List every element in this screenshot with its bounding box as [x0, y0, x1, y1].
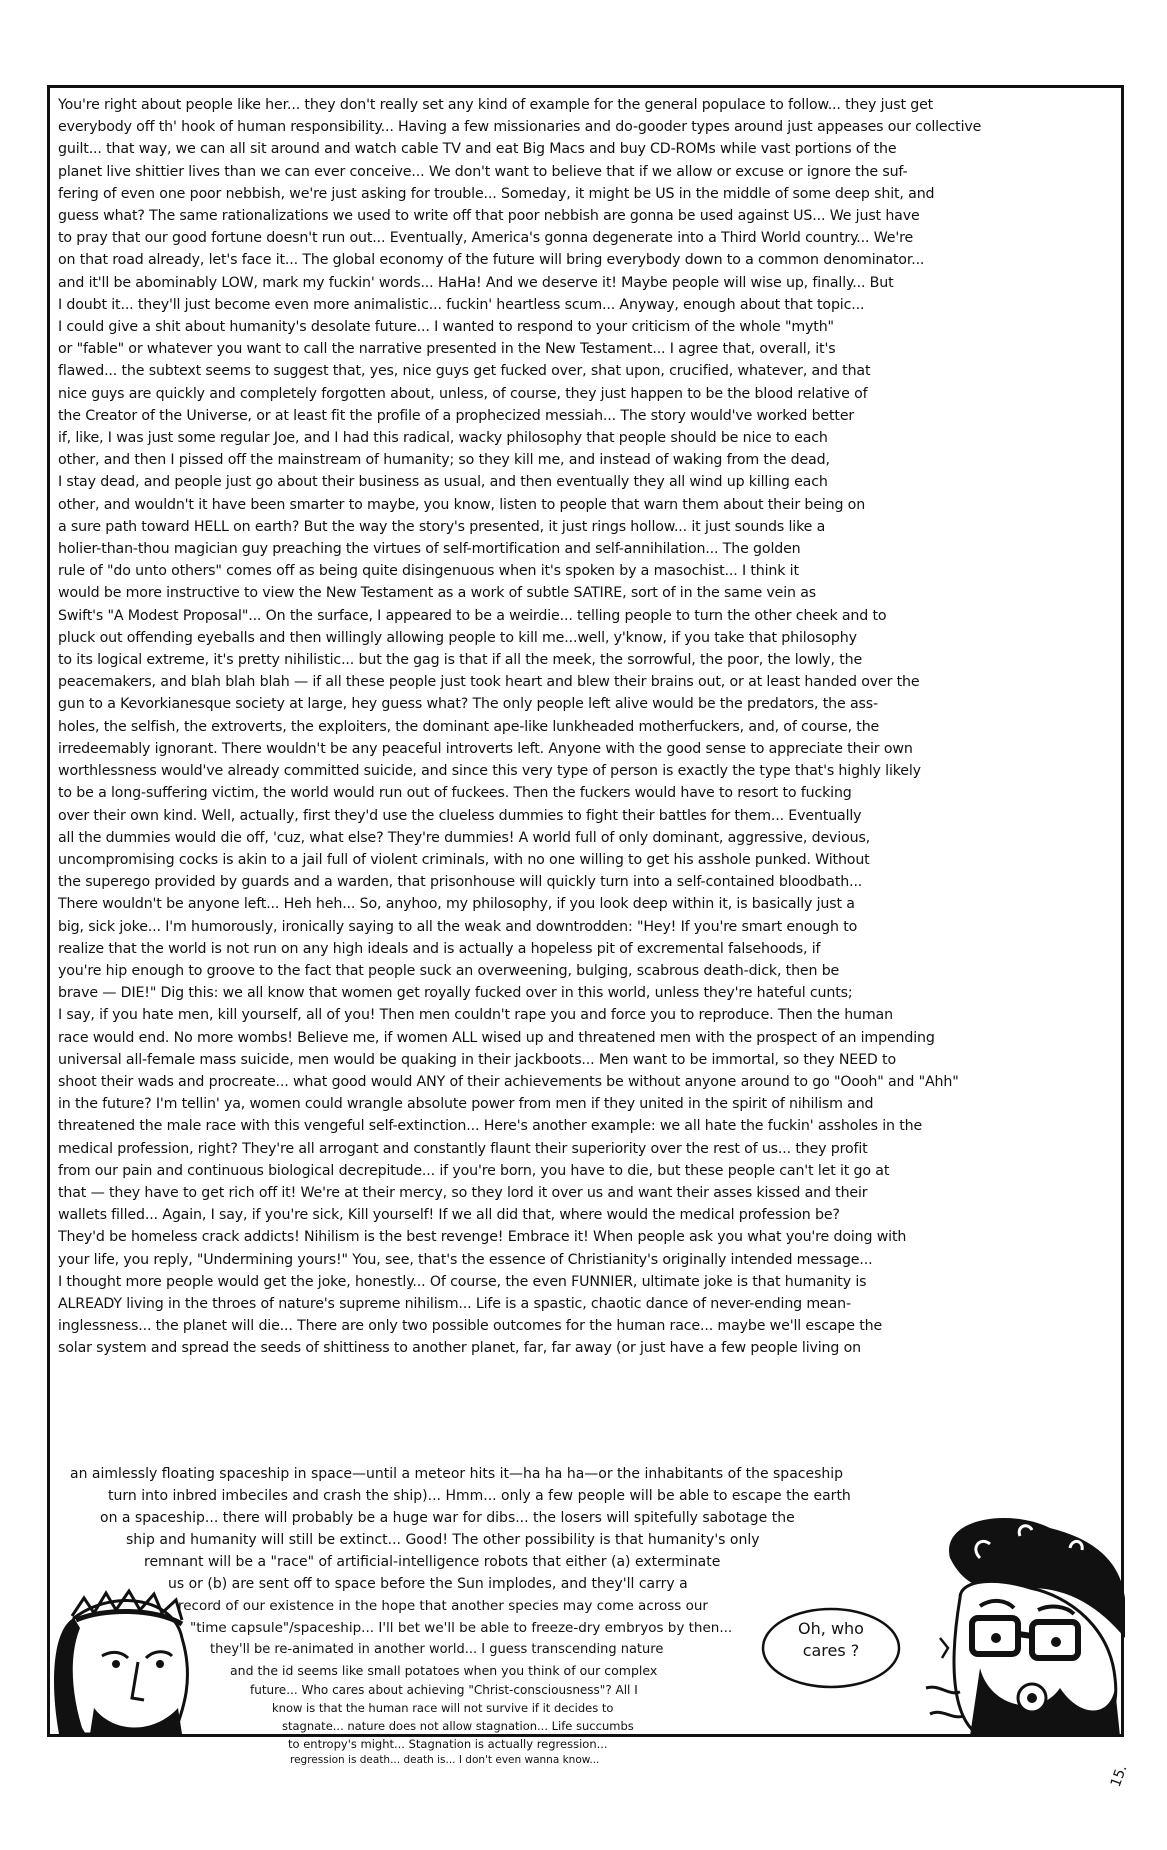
caption-line: uncompromising cocks is akin to a jail full of violent criminals, with no one willing to get his asshole punked. Without	[58, 851, 870, 868]
caption-line: brave — DIE!" Dig this: we all know that women get royally fucked over in this world, unless they're hateful cunts;	[58, 985, 853, 1002]
caption-line: holier-than-thou magician guy preaching the virtues of self-mortification and self-annihilation... The golden	[58, 541, 801, 558]
caption-line: I doubt it... they'll just become even more animalistic... fuckin' heartless scum... Anyway, enough about that topic...	[58, 296, 865, 313]
bearded-man-drawing	[920, 1518, 1125, 1736]
caption-line: guess what? The same rationalizations we used to write off that poor nebbish are gonna be used against US... We just have	[58, 208, 920, 225]
caption-line: medical profession, right? They're all arrogant and constantly flaunt their superiority over the rest of us... they profit	[58, 1140, 868, 1157]
caption-line: peacemakers, and blah blah blah — if all these people just took heart and blew their brains out, or at least handed over the	[58, 674, 920, 691]
page-number: 15.	[1107, 1762, 1131, 1790]
caption-line: other, and then I pissed off the mainstream of humanity; so they kill me, and instead of waking from the dead,	[58, 452, 830, 469]
caption-line: or "fable" or whatever you want to call the narrative presented in the New Testament... I agree that, overall, it's	[58, 341, 836, 358]
caption-line: fering of even one poor nebbish, we're just asking for trouble... Someday, it might be US in the middle of some deep shit, and	[58, 185, 935, 202]
caption-line: other, and wouldn't it have been smarter to maybe, you know, listen to people that warn them about their being on	[58, 496, 866, 513]
caption-line: on that road already, let's face it... The global economy of the future will bring everybody down to a common denominator...	[58, 252, 925, 269]
caption-line: I thought more people would get the joke, honestly... Of course, the even FUNNIER, ultimate joke is that humanity is	[58, 1273, 867, 1290]
caption-line: planet live shittier lives than we can ever conceive... We don't want to believe that if we allow or excuse or ignore the suf-	[58, 163, 908, 180]
caption-line: the Creator of the Universe, or at least fit the profile of a prophecized messiah... The story would've worked better	[58, 407, 855, 424]
caption-line: irredeemably ignorant. There wouldn't be any peaceful introverts left. Anyone with the good sense to appreciate their own	[58, 740, 913, 757]
caption-line: I say, if you hate men, kill yourself, all of you! Then men couldn't rape you and force you to reproduce. Then the human	[58, 1007, 893, 1024]
caption-line: threatened the male race with this vengeful self-extinction... Here's another example: we all hate the fuckin' assholes in the	[58, 1118, 923, 1135]
caption-line: pluck out offending eyeballs and then willingly allowing people to kill me...well, y'know, if you take that philosophy	[58, 629, 857, 646]
caption-line: gun to a Kevorkianesque society at large, hey guess what? The only people left alive would be the predators, the ass-	[58, 696, 878, 713]
caption-line: worthlessness would've already committed suicide, and since this very type of person is exactly the type that's highly likely	[58, 763, 921, 780]
caption-line: I stay dead, and people just go about their business as usual, and then eventually they all wind up killing each	[58, 474, 828, 491]
caption-line: to its logical extreme, it's pretty nihilistic... but the gag is that if all the meek, the sorrowful, the poor, the lowly, the	[58, 652, 863, 669]
caption-line: would be more instructive to view the New Testament as a work of subtle SATIRE, sort of in the same vein as	[58, 585, 816, 602]
caption-line: to pray that our good fortune doesn't run out... Eventually, America's gonna degenerate into a Third World country... We're	[58, 230, 914, 247]
balloon-line: "time capsule"/spaceship... I'll bet we'll be able to freeze-dry embryos by then...	[190, 1620, 733, 1636]
caption-line: and it'll be abominably LOW, mark my fuckin' words... HaHa! And we deserve it! Maybe people will wise up, finally... But	[58, 274, 894, 291]
jesus-face-drawing	[54, 1558, 204, 1734]
caption-line: your life, you reply, "Undermining yours!" You, see, that's the essence of Christianity's originally intended message...	[58, 1251, 873, 1268]
balloon-line: know is that the human race will not survive if it decides to	[272, 1701, 614, 1715]
caption-line: universal all-female mass suicide, men would be quaking in their jackboots... Men want to be immortal, so they NEED to	[58, 1051, 897, 1068]
caption-line: holes, the selfish, the extroverts, the exploiters, the dominant ape-like lunkheaded motherfuckers, and, of course, the	[58, 718, 880, 735]
balloon-line: on a spaceship... there will probably be a huge war for dibs... the losers will spitefully sabotage the	[100, 1510, 795, 1526]
caption-line: a sure path toward HELL on earth? But the way the story's presented, it just rings hollow... it just sounds like a	[58, 518, 826, 535]
caption-line: You're right about people like her... they don't really set any kind of example for the general populace to follow... they just get	[58, 97, 934, 113]
balloon-line: they'll be re-animated in another world... I guess transcending nature	[210, 1642, 664, 1657]
caption-line: rule of "do unto others" comes off as being quite disingenuous when it's spoken by a masochist... I think it	[58, 563, 799, 580]
balloon-line: remnant will be a "race" of artificial-intelligence robots that either (a) exterminate	[144, 1554, 721, 1570]
caption-line: in the future? I'm tellin' ya, women could wrangle absolute power from men if they united in the spirit of nihilism and	[58, 1096, 874, 1113]
balloon-line: record of our existence in the hope that another species may come across our	[178, 1598, 708, 1614]
caption-line: you're hip enough to groove to the fact that people suck an overweening, bulging, scabrous death-dick, then be	[58, 962, 840, 979]
caption-line: Swift's "A Modest Proposal"... On the surface, I appeared to be a weirdie... telling people to turn the other cheek and to	[58, 607, 887, 624]
balloon-line: an aimlessly floating spaceship in space—until a meteor hits it—ha ha ha—or the inhabitants of the spaceship	[70, 1466, 844, 1482]
caption-line: nice guys are quickly and completely forgotten about, unless, of course, they just happen to be the blood relative of	[58, 385, 868, 402]
balloon-line: us or (b) are sent off to space before the Sun implodes, and they'll carry a	[168, 1576, 688, 1592]
caption-line: shoot their wads and procreate... what good would ANY of their achievements be without anyone around to go "Oooh" and "Ahh"	[58, 1073, 959, 1090]
caption-line: everybody off th' hook of human responsibility... Having a few missionaries and do-gooder types around just appeases our collective	[58, 119, 982, 136]
caption-line: solar system and spread the seeds of shittiness to another planet, far, far away (or just have a few people living on	[58, 1340, 861, 1357]
caption-line: that — they have to get rich off it! We're at their mercy, so they lord it over us and want their asses kissed and their	[58, 1184, 868, 1201]
balloon-line: turn into inbred imbeciles and crash the ship)... Hmm... only a few people will be able to escape the earth	[108, 1488, 851, 1504]
caption-line: inglessness... the planet will die... There are only two possible outcomes for the human race... maybe we'll escape the	[58, 1318, 883, 1335]
comic-panel	[47, 85, 1124, 1766]
caption-text	[58, 94, 1115, 1360]
caption-line: guilt... that way, we can all sit around and watch cable TV and eat Big Macs and buy CD-ROMs while vast portions of the	[58, 141, 897, 158]
balloon-line: future... Who cares about achieving "Christ-consciousness"? All I	[250, 1683, 638, 1697]
speech-bubble-line-1: Oh, who	[798, 1619, 864, 1638]
caption-line: from our pain and continuous biological decrepitude... if you're born, you have to die, but these people can't let it go at	[58, 1162, 890, 1179]
caption-line: I could give a shit about humanity's desolate future... I wanted to respond to your criticism of the whole "myth"	[58, 319, 834, 336]
balloon-line: stagnate... nature does not allow stagnation... Life succumbs	[282, 1719, 634, 1733]
caption-line: to be a long-suffering victim, the world would run out of fuckees. Then the fuckers would have to resort to fucking	[58, 785, 852, 802]
speech-bubble-line-2: cares ?	[802, 1641, 860, 1660]
caption-line: all the dummies would die off, 'cuz, what else? They're dummies! A world full of only dominant, aggressive, devious,	[58, 829, 871, 846]
caption-line: if, like, I was just some regular Joe, and I had this radical, wacky philosophy that people should be nice to each	[58, 430, 828, 447]
caption-line: There wouldn't be anyone left... Heh heh... So, anyhoo, my philosophy, if you look deep within it, is basically just a	[58, 896, 855, 913]
caption-line: over their own kind. Well, actually, first they'd use the clueless dummies to fight their battles for them... Eventually	[58, 807, 862, 824]
caption-line: ALREADY living in the throes of nature's supreme nihilism... Life is a spastic, chaotic dance of never-ending mean-	[58, 1295, 851, 1312]
balloon-line: regression is death... death is... I don't even wanna know...	[290, 1754, 600, 1766]
caption-line: They'd be homeless crack addicts! Nihilism is the best revenge! Embrace it! When people ask you what you're doing with	[58, 1229, 907, 1246]
caption-line: big, sick joke... I'm humorously, ironically saying to all the weak and downtrodden: "Hey! If you're smart enough to	[58, 918, 858, 935]
speech-bubble-text	[779, 1618, 883, 1662]
balloon-line: to entropy's might... Stagnation is actually regression...	[288, 1737, 608, 1751]
balloon-line: and the id seems like small potatoes when you think of our complex	[230, 1663, 658, 1678]
caption-line: realize that the world is not run on any high ideals and is actually a hopeless pit of excremental falsehoods, if	[58, 940, 821, 957]
caption-line: race would end. No more wombs! Believe me, if women ALL wised up and threatened men with the prospect of an impending	[58, 1029, 935, 1046]
caption-line: flawed... the subtext seems to suggest that, yes, nice guys get fucked over, shat upon, crucified, whatever, and that	[58, 363, 871, 380]
balloon-line: ship and humanity will still be extinct... Good! The other possibility is that humanity's only	[126, 1532, 760, 1548]
caption-line: the superego provided by guards and a warden, that prisonhouse will quickly turn into a self-contained bloodbath...	[58, 874, 863, 891]
caption-line: wallets filled... Again, I say, if you're sick, Kill yourself! If we all did that, where would the medical profession be?	[58, 1207, 840, 1224]
